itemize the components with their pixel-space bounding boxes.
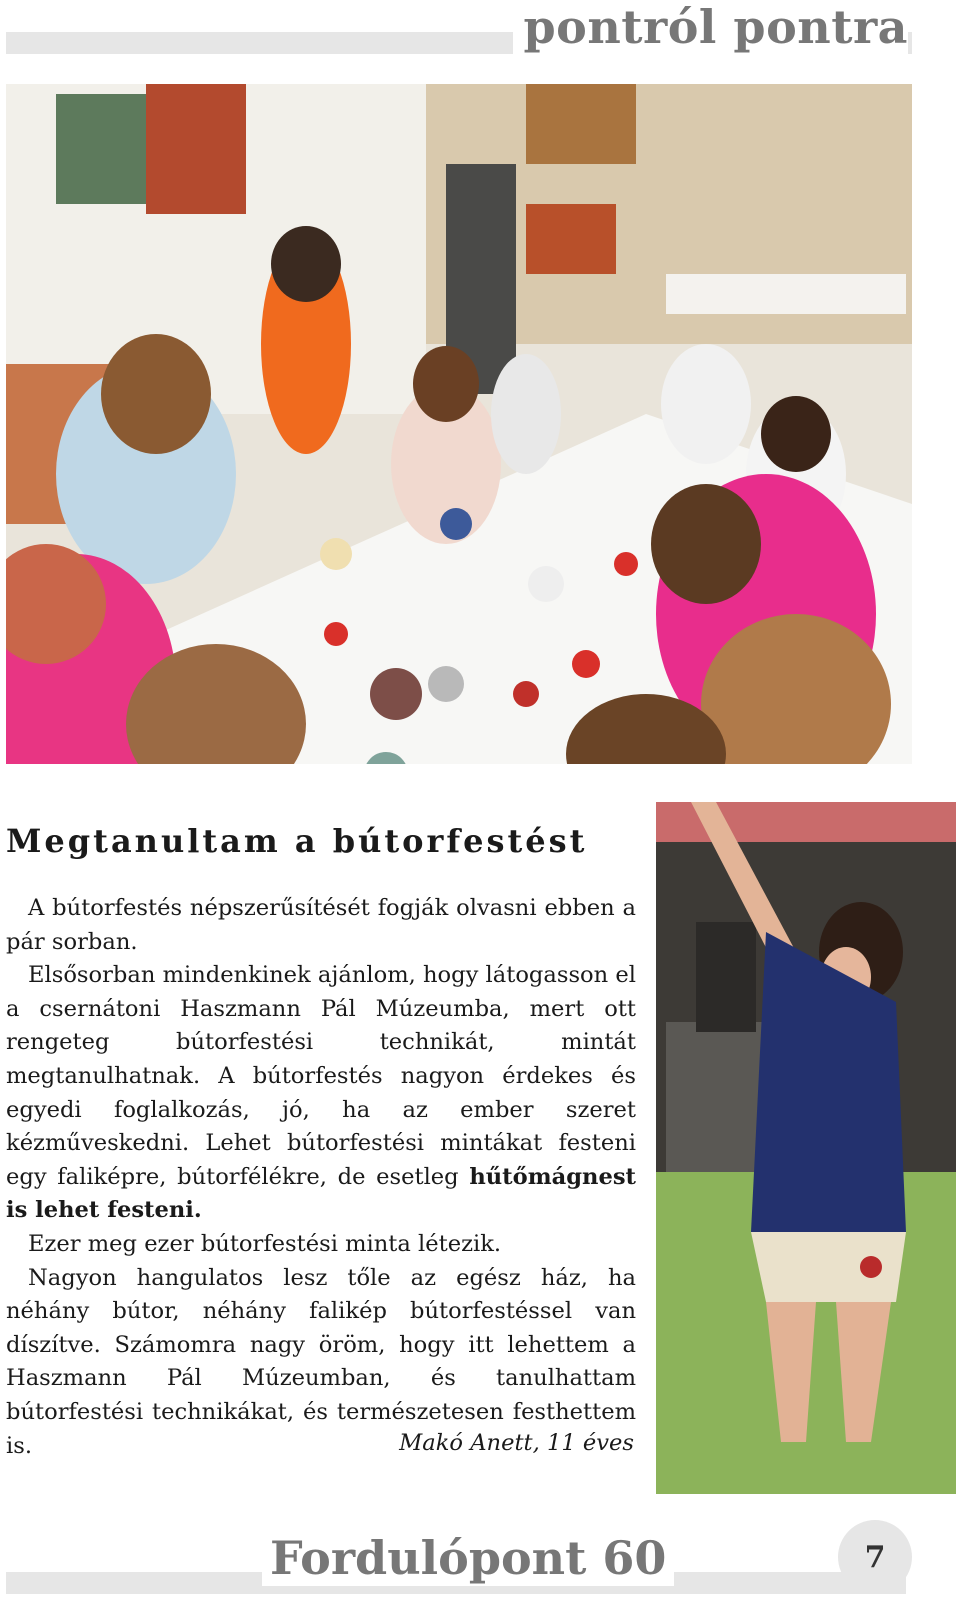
- paragraph-text: Elsősorban mindenkinek ajánlom, hogy látogasson el a csernátoni Haszmann Pál Múzeumba, mert ott rengeteg bútorfestési technikát, mintát megtanulhatnak. A bútorfestés nagyon érdekes és egyedi foglalkozás, jó, ha az ember szeret kézművеskedni. Lehet bútorfestési mintákat festeni egy faliképre, bútorfélékre, de esetleg: [6, 962, 636, 1190]
- article-author: Makó Anett, 11 éves: [399, 1430, 634, 1456]
- paragraph-text: Ezer meg ezer bútorfestési minta létezik.: [28, 1230, 502, 1257]
- article-body: [6, 892, 636, 1463]
- section-title: pontról pontra: [513, 0, 908, 54]
- magazine-name: Fordulópont 60: [262, 1530, 674, 1586]
- page-number: 7: [864, 1539, 886, 1575]
- page-number-badge: [838, 1520, 912, 1594]
- paragraph-text: A bútorfestés népszerűsítését fogják olvasni ebben a pár sorban.: [6, 895, 636, 955]
- paragraph-text: Nagyon hangulatos lesz tőle az egész ház, ha néhány bútor, néhány falikép bútorfestéssel van díszítve. Számomra nagy öröm, hogy itt lehettem a Haszmann Pál Múzeumban, és tanulhattam bútorfestési technikákat, és természetesen festhettem is.: [6, 1264, 636, 1459]
- article-title: Megtanultam a bútorfestést: [6, 822, 588, 860]
- paragraph: [6, 1228, 636, 1262]
- workshop-photo: [6, 84, 912, 764]
- paragraph: [6, 892, 636, 959]
- woman-photo: [656, 802, 956, 1494]
- paragraph: [6, 959, 636, 1228]
- paragraph-bold-text: hűtőmágnest is lehet festeni.: [6, 1163, 636, 1224]
